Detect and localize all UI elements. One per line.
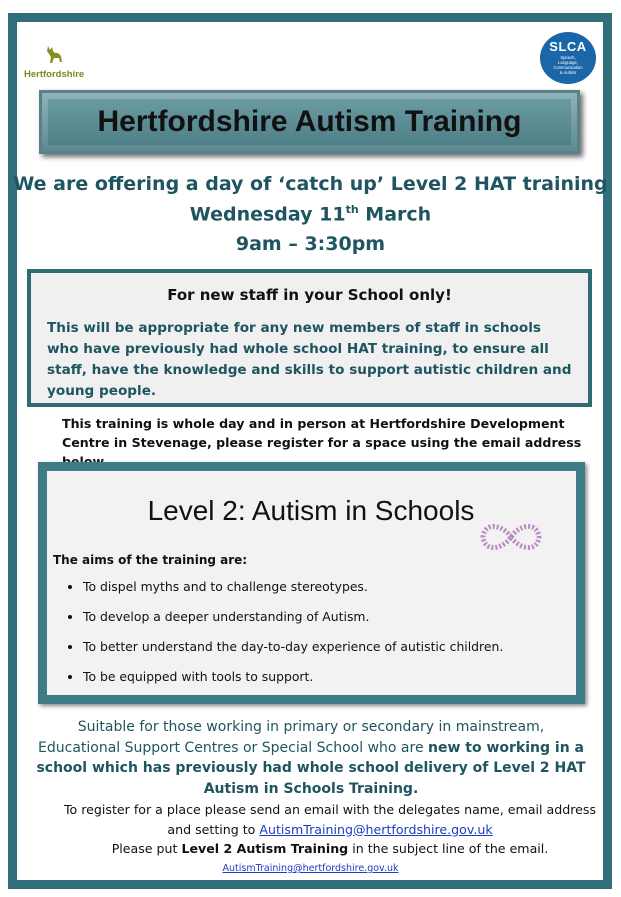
- title-banner: [39, 90, 580, 154]
- headline-time: 9am – 3:30pm: [235, 233, 386, 255]
- hertfordshire-logo: [24, 44, 84, 84]
- aim-item: • To develop a deeper understanding of Autism.: [83, 603, 583, 633]
- slca-logo-title: SLCA: [549, 39, 587, 54]
- slca-logo-subtitle: Speech, Language, Communication & Autism: [553, 55, 583, 75]
- headline-date: Wednesday 11th March: [189, 203, 432, 226]
- headline-offer: We are offering a day of ‘catch up’ Level 2 HAT training: [13, 173, 608, 195]
- register-email-link[interactable]: AutismTraining@hertfordshire.gov.uk: [259, 821, 493, 837]
- aims-label: The aims of the training are:: [53, 553, 248, 567]
- course-title: Level 2: Autism in Schools: [147, 495, 475, 526]
- hertfordshire-logo-text: Hertfordshire: [24, 69, 85, 80]
- register-instructions: To register for a place please send an email with the delegates name, email address and setting to AutismTraining@hertfordshire.gov.uk Please put Level 2 Autism Training in the subject line of the email.: [63, 802, 597, 856]
- hart-icon: [44, 44, 66, 68]
- new-staff-body: This will be appropriate for any new members of staff in schools who have previously had whole school HAT training, to ensure all staff, have the knowledge and skills to support autistic children and young people.: [47, 320, 572, 399]
- aims-list: [55, 573, 583, 693]
- aim-item: • To be equipped with tools to support.: [83, 663, 583, 693]
- aim-item: • To better understand the day-to-day experience of autistic children.: [83, 633, 583, 663]
- new-staff-title: For new staff in your School only!: [167, 286, 452, 304]
- footer-email-link[interactable]: AutismTraining@hertfordshire.gov.uk: [222, 863, 399, 874]
- footer: [0, 863, 621, 874]
- infinity-icon: [475, 515, 547, 559]
- new-staff-box: [27, 269, 592, 407]
- slca-logo: [540, 32, 596, 84]
- venue-note: This training is whole day and in person at Hertfordshire Development Centre in Stevenage, please register for a space using the email address: [62, 416, 582, 450]
- aim-item: • To dispel myths and to challenge stereotypes.: [83, 573, 583, 603]
- course-box: [38, 462, 585, 704]
- suitability-text: Suitable for those working in primary or secondary in mainstream, Educational Support Centres or Special School who are new to working in a school which has previously had whole school delivery of Level 2 HAT Autism in Schools Training.: [36, 719, 586, 797]
- page-title: Hertfordshire Autism Training: [97, 105, 522, 138]
